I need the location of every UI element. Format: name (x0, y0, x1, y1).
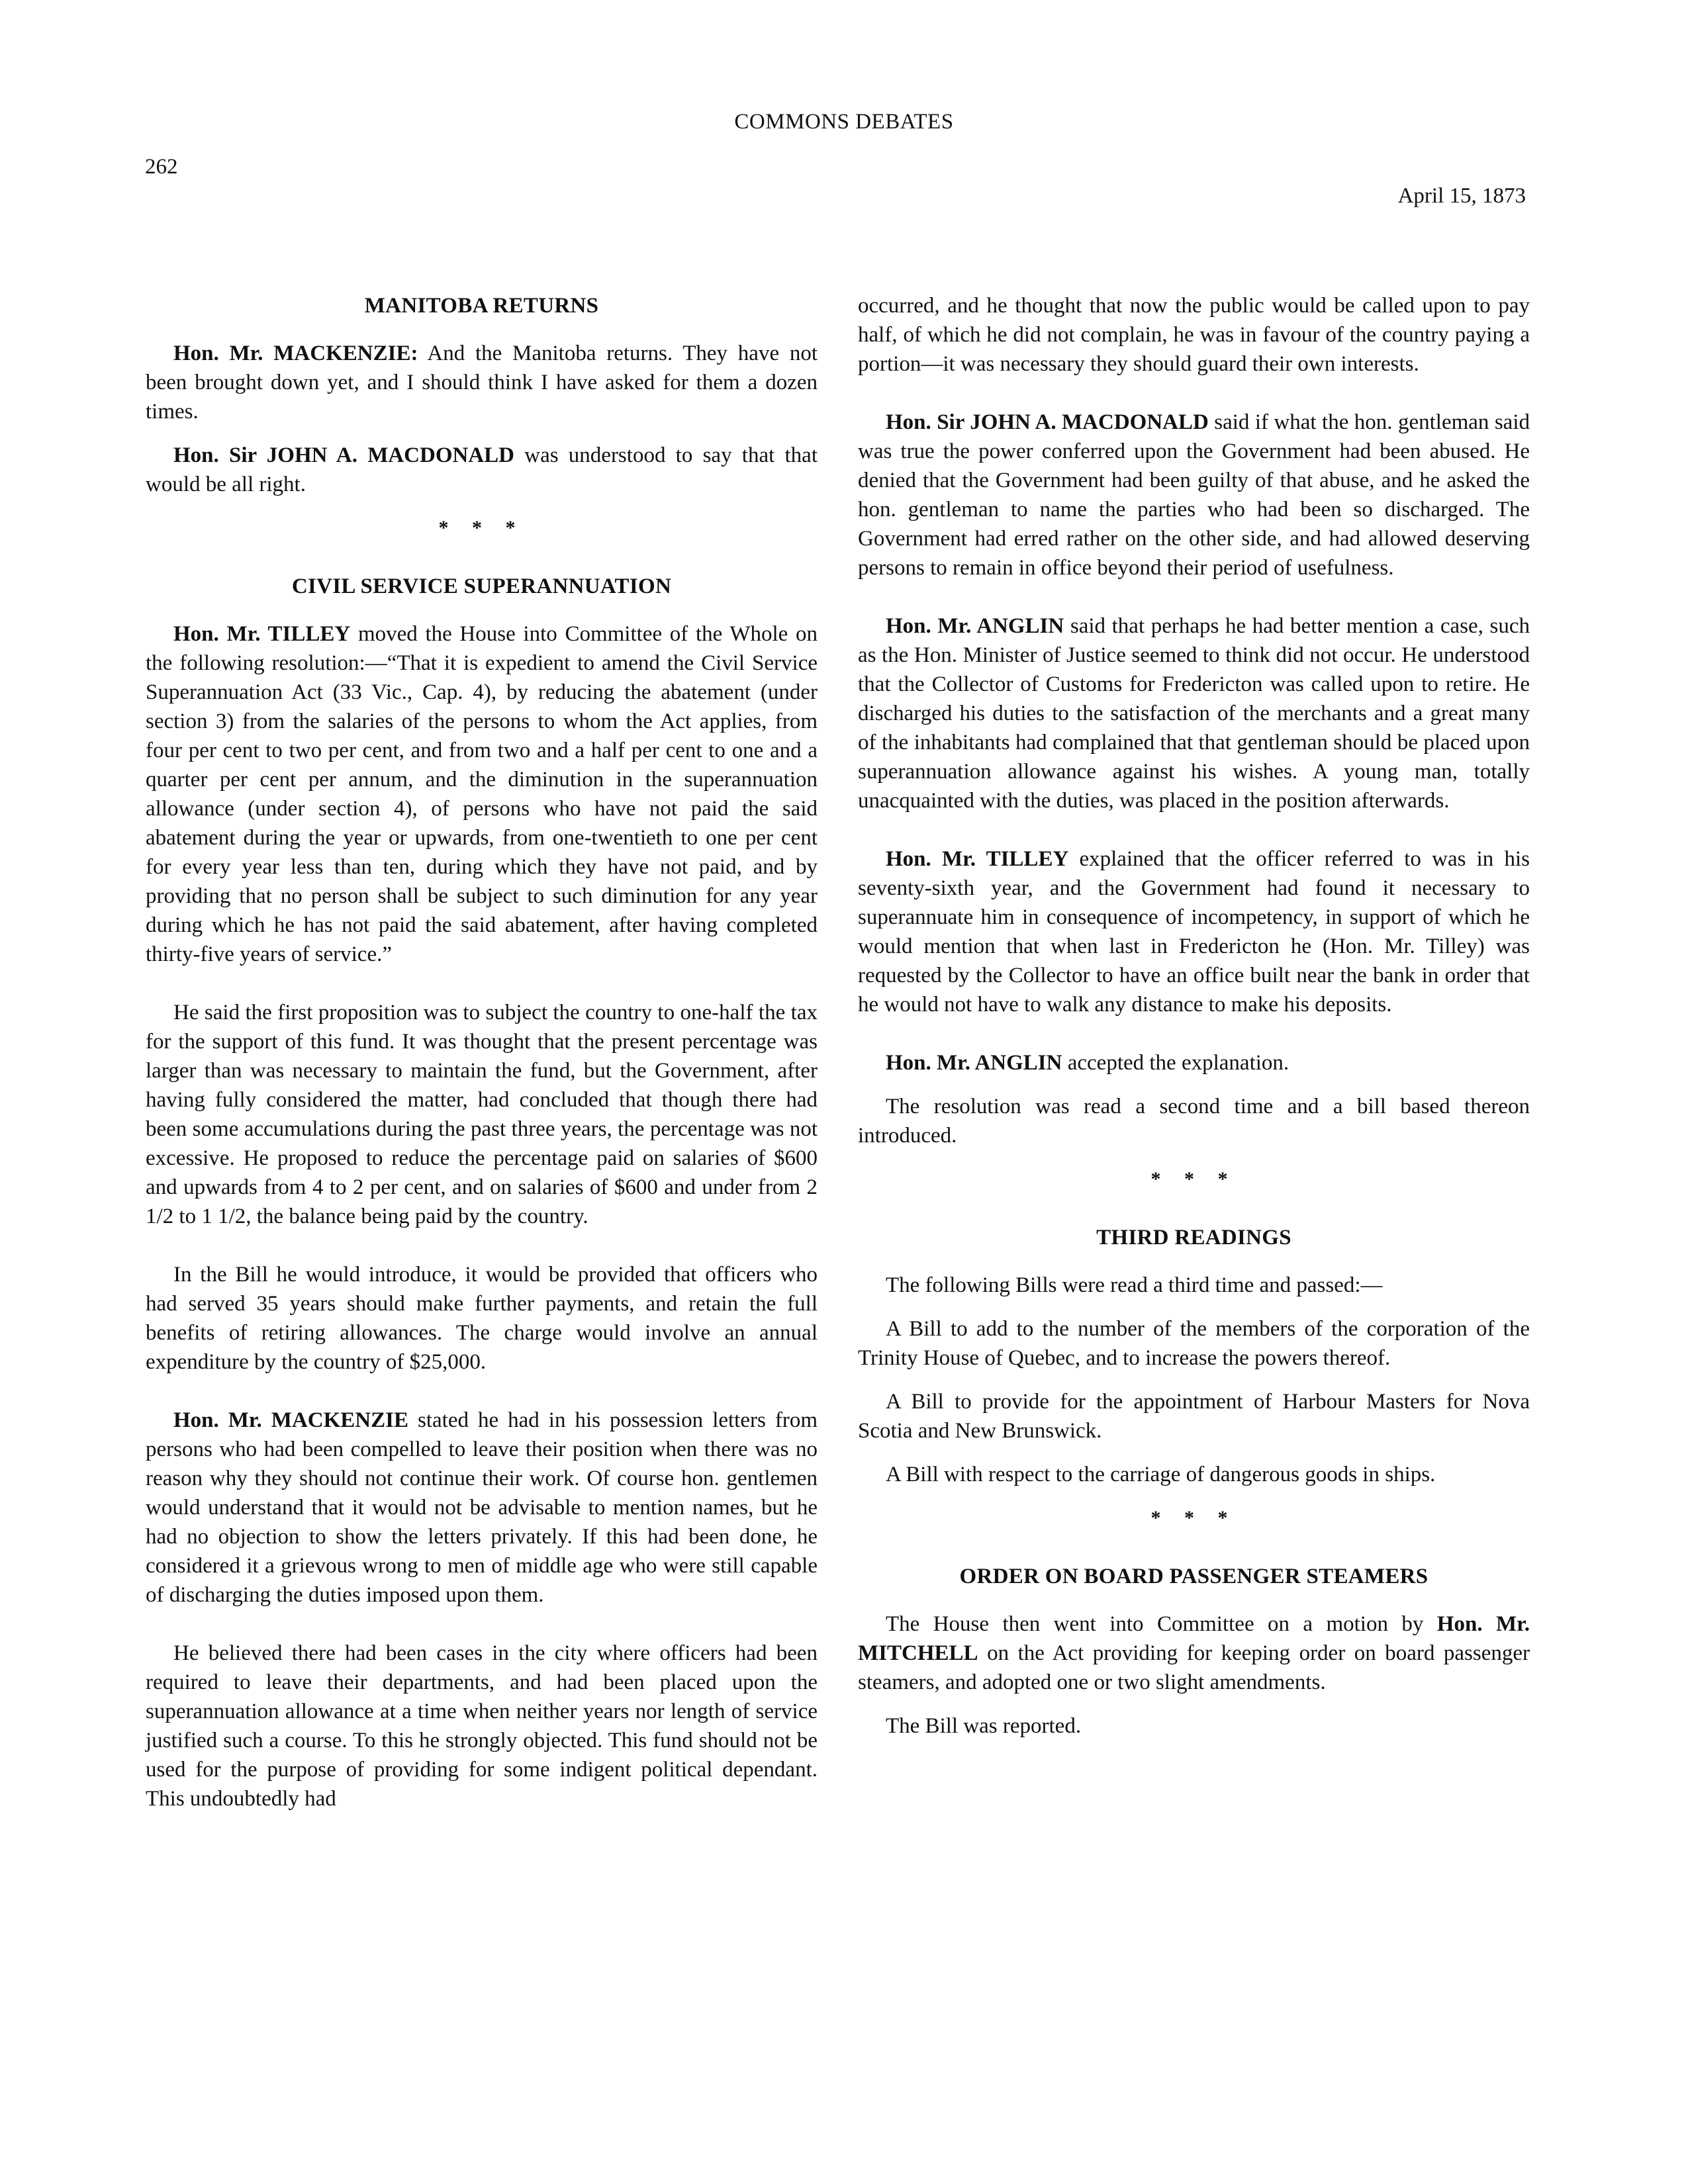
section-heading-manitoba-returns: MANITOBA RETURNS (364, 294, 599, 318)
paragraph: A Bill with respect to the carriage of dangerous goods in ships. (886, 1463, 1436, 1486)
paragraph (858, 844, 1530, 1019)
paragraph-text: said if what the hon. gentleman said was true the power conferred upon the Government had been abused. He denied that the Government had been guilty of that abuse, and he asked the hon. gentleman to name the parties who had been so discharged. The Government had erred rather on the other side, and had allowed deserving persons to remain in office beyond their period of usefulness. (858, 410, 1530, 580)
section-heading-order-on-board: ORDER ON BOARD PASSENGER STEAMERS (959, 1565, 1429, 1588)
speaker-name: Hon. Mr. ANGLIN (886, 1051, 1062, 1075)
running-title: COMMONS DEBATES (734, 110, 954, 134)
paragraph (146, 441, 818, 499)
paragraph (858, 612, 1530, 815)
speaker-name: Hon. Mr. MITCHELL (858, 1612, 1530, 1665)
paragraph (146, 619, 818, 969)
paragraph-text: The House then went into Committee on a motion by (886, 1612, 1437, 1636)
speaker-name: Hon. Mr. TILLEY (173, 622, 351, 646)
left-column (146, 291, 818, 1843)
paragraph: In the Bill he would introduce, it would be provided that officers who had served 35 years should make further payments, and retain the full benefits of retiring allowances. The charge would involve an annual expenditure by the country of $25,000. (146, 1263, 818, 1374)
paragraph: A Bill to add to the number of the members of the corporation of the Trinity House of Quebec, and to increase the powers thereof. (858, 1317, 1530, 1370)
paragraph (146, 1406, 818, 1610)
paragraph-text: on the Act providing for keeping order on board passenger steamers, and adopted one or two slight amendments. (858, 1641, 1530, 1694)
paragraph-text: stated he had in his possession letters from persons who had been compelled to leave their position when there was no reason why they should not continue their work. Of course hon. gentlemen would understand that it would not be advisable to mention names, but he had no objection to show the letters privately. If this had been done, he considered it a grievous wrong to men of middle age who were still capable of discharging the duties imposed upon them. (146, 1408, 818, 1607)
paragraph (858, 1610, 1530, 1697)
paragraph-text: accepted the explanation. (1062, 1051, 1289, 1075)
speaker-name: Hon. Sir JOHN A. MACDONALD (173, 443, 515, 467)
paragraph: He said the first proposition was to subject the country to one-half the tax for the support of this fund. It was thought that the present percentage was larger than was necessary to maintain the fund, but the Government, after having fully considered the matter, had concluded that though there had been some accumulations during the past three years, the percentage was not excessive. He proposed to reduce the percentage paid on salaries of $600 and upwards from 4 to 2 per cent, and on salaries of $600 and under from 2 1/2 to 1 1/2, the balance being paid by the country. (146, 1001, 818, 1228)
section-divider: * * * (1150, 1168, 1237, 1190)
paragraph: The Bill was reported. (886, 1714, 1082, 1738)
section-heading-civil-service: CIVIL SERVICE SUPERANNUATION (291, 574, 672, 598)
right-column (858, 291, 1530, 1755)
section-divider: * * * (1150, 1507, 1237, 1529)
paragraph-text: explained that the officer referred to was in his seventy-sixth year, and the Government had found it necessary to superannuate him in consequence of incompetency, in support of which he would mention that when last in Fredericton he (Hon. Mr. Tilley) was requested by the Collector to have an office built near the bank in order that he would not have to walk any distance to make his deposits. (858, 847, 1530, 1017)
paragraph: occurred, and he thought that now the public would be called upon to pay half, of which he did not complain, he was in favour of the country paying a portion—it was necessary they should guard their own interests. (858, 294, 1530, 376)
paragraph: The following Bills were read a third time and passed:— (886, 1273, 1383, 1297)
speaker-name: Hon. Sir JOHN A. MACDONALD (886, 410, 1209, 434)
paragraph: He believed there had been cases in the city where officers had been required to leave their departments, and had been placed upon the superannuation allowance at a time when neither years nor length of service justified such a course. To this he strongly objected. This fund should not be used for the purpose of providing for some indigent political dependant. This undoubtedly had (146, 1641, 818, 1811)
paragraph-text: moved the House into Committee of the Whole on the following resolution:—“That it is expedient to amend the Civil Service Superannuation Act (33 Vic., Cap. 4), by reducing the abatement (under section 3) from the salaries of the persons to whom the Act applies, from four per cent to two per cent, and from two and a half per cent to one and a quarter per cent per annum, and the diminution in the superannuation allowance (under section 4), of persons who have not paid the said abatement during the year or upwards, from one-twentieth to one per cent for every year less than ten, during which they have not paid, and by providing that no person shall be subject to such diminution for any year during which he has not paid the said abatement, after having completed thirty-five years of service.” (146, 622, 818, 966)
page-number: 262 (145, 155, 178, 179)
paragraph-text: And the Manitoba returns. They have not been brought down yet, and I should think I have asked for them a dozen times. (146, 341, 818, 424)
speaker-name: Hon. Mr. ANGLIN (886, 614, 1064, 638)
paragraph-text: said that perhaps he had better mention a case, such as the Hon. Minister of Justice seemed to think did not occur. He understood that the Collector of Customs for Fredericton was called upon to retire. He discharged his duties to the satisfaction of the merchants and a great many of the inhabitants had complained that that gentleman should be placed upon superannuation allowance against his wishes. A young man, totally unacquainted with the duties, was placed in the position afterwards. (858, 614, 1530, 813)
paragraph (858, 1048, 1530, 1077)
section-heading-third-readings: THIRD READINGS (1096, 1226, 1291, 1250)
speaker-name: Hon. Mr. MACKENZIE (173, 1408, 408, 1432)
speaker-name: Hon. Mr. MACKENZIE: (173, 341, 418, 365)
paragraph: The resolution was read a second time and a bill based thereon introduced. (858, 1095, 1530, 1148)
paragraph (858, 408, 1530, 582)
section-divider: * * * (438, 517, 525, 539)
paragraph (146, 339, 818, 426)
speaker-name: Hon. Mr. TILLEY (886, 847, 1069, 871)
paragraph-text: was understood to say that that would be all right. (146, 443, 818, 496)
paragraph: A Bill to provide for the appointment of Harbour Masters for Nova Scotia and New Brunswick. (858, 1390, 1530, 1443)
page-date: April 15, 1873 (1397, 184, 1526, 208)
